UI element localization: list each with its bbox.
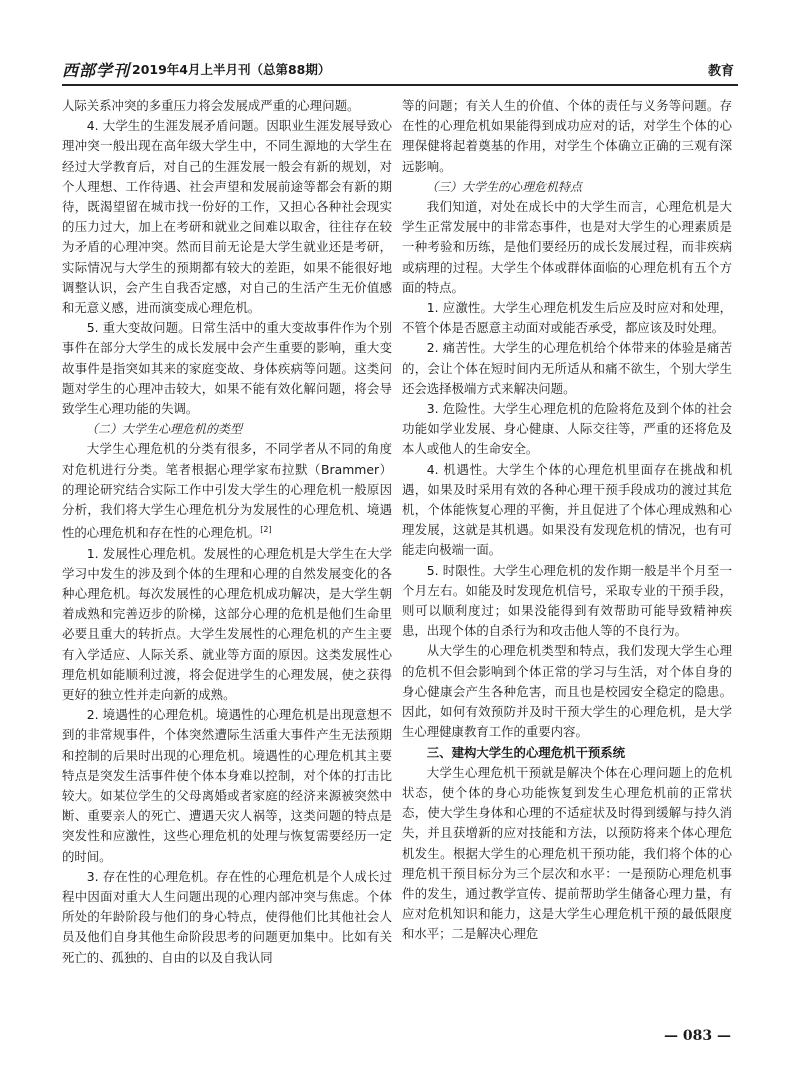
paragraph: 我们知道，对处在成长中的大学生而言，心理危机是大学生正常发展中的非常态事件，也是对大学生的心理素质是一种考验和历练，是他们要经历的成长发展过程，而非疾病或病理的过程。大学生个体或群体面临的心理危机有五个方面的特点。 xyxy=(402,199,732,295)
paragraph: 等的问题；有关人生的价值、个体的责任与义务等问题。存在性的心理危机如果能得到成功应对的话，对学生个体的心理保健将起着奠基的作用，对学生个体确立正确的三观有深远影响。 xyxy=(402,98,732,174)
paragraph: 2. 境遇性的心理危机。境遇性的心理危机是出现意想不到的非常规事件，个体突然遭际生活重大事件产生无法预期和控制的后果时出现的心理危机。境遇性的心理危机其主要特点是突发生活事件使个体本身难以控制，对个体的打击比较大。如某位学生的父母离婚或者家庭的经济来源被突然中断、重要亲人的死亡、遭遇天灾人祸等，这类问题的特点是突发性和应激性，这些心理危机的处理与恢复需要经历一定的时间。 xyxy=(62,707,392,864)
paragraph: 从大学生的心理危机类型和特点，我们发现大学生心理的危机不但会影响到个体正常的学习与生活，对个体自身的身心健康会产生各种危害，而且也是校园安全稳定的隐患。因此，如何有效预防并及时干预大学生的心理危机，是大学生心理健康教育工作的重要内容。 xyxy=(402,643,732,740)
paragraph xyxy=(62,439,392,543)
paragraph-text: 大学生心理危机的分类有很多，不同学者从不同的角度对危机进行分类。笔者根据心理学家布拉默（Brammer）的理论研究结合实际工作中引发大学生的心理危机一般原因分析，我们将大学生心理危机分为发展性的心理危机、境遇性的心理危机和存在性的心理危机。 xyxy=(62,441,392,541)
paragraph: 大学生心理危机干预就是解决个体在心理问题上的危机状态，使个体的身心功能恢复到发生心理危机前的正常状态，使大学生身体和心理的不适症状及时得到缓解与持久消失，并且获增新的应对技能和方法，以预防将来个体心理危机发生。根据大学生的心理危机干预功能，我们将个体的心理危机干预目标分为三个层次和水平：一是预防心理危机事件的发生，通过教学宣传、提前帮助学生储备心理力量，有应对危机知识和能力，这是大学生心理危机干预的最低限度和水平；二是解决心理危 xyxy=(402,764,732,942)
paragraph: 人际关系冲突的多重压力将会发展成严重的心理问题。 xyxy=(62,98,360,113)
paragraph: 5. 重大变故问题。日常生活中的重大变故事件作为个别事件在部分大学生的成长发展中会产生重要的影响，重大变故事件是指突如其来的家庭变故、身体疾病等问题。这类问题对学生的心理冲击较大，如果不能有效化解问题，将会导致学生心理功能的失调。 xyxy=(62,320,392,417)
paragraph: 3. 危险性。大学生心理危机的危险将危及到个体的社会功能如学业发展、身心健康、人际交往等，严重的还将危及本人或他人的生命安全。 xyxy=(402,401,732,457)
header-rule xyxy=(62,84,738,86)
paragraph: 4. 机遇性。大学生个体的心理危机里面存在挑战和机遇，如果及时采用有效的各种心理干预手段成功的渡过其危机，个体能恢复心理的平衡，并且促进了个体心理成熟和心理发展，这就是其机遇。如果没有发现危机的情况，也有可能走向极端一面。 xyxy=(402,461,732,558)
page-header xyxy=(62,54,738,84)
subheading-types: （二）大学生心理危机的类型 xyxy=(86,422,243,437)
journal-logo: 西部学刊 xyxy=(62,61,131,80)
paragraph: 2. 痛苦性。大学生的心理危机给个体带来的体验是痛苦的，会让个体在短时间内无所适从和痛不欲生，个别大学生还会选择极端方式来解决问题。 xyxy=(402,340,732,396)
section-label: 教育 xyxy=(707,64,734,79)
page-number: — 083 — xyxy=(664,1028,731,1044)
paragraph: 3. 存在性的心理危机。存在性的心理危机是个人成长过程中因面对重大人生问题出现的心理内部冲突与焦虑。个体所处的年龄阶段与他们的身心特点，使得他们比其他社会人员及他们自身其他生命阶段思考的问题更加集中。比如有关死亡的、孤独的、自由的以及自我认同 xyxy=(62,868,392,965)
paragraph: 4. 大学生的生涯发展矛盾问题。因职业生涯发展导致心理冲突一般出现在高年级大学生中，不同生源地的大学生在经过大学教育后，对自己的生涯发展一般会有新的规划，对个人理想、工作待遇、社会声望和发展前途等都会有新的期待，既渴望留在城市找一份好的工作，又担心各种社会现实的压力过大，加上在考研和就业之间难以取舍，往往存在较为矛盾的心理冲突。然而目前无论是大学生就业还是考研，实际情况与大学生的预期都有较大的差距，如果不能很好地调整认识，会产生自我否定感，对自己的生活产生无价值感和无意义感，进而演变成心理危机。 xyxy=(62,118,392,316)
subheading-features: （三）大学生的心理危机特点 xyxy=(426,179,583,194)
paragraph: 1. 发展性心理危机。发展性的心理危机是大学生在大学学习中发生的涉及到个体的生理和心理的自然发展变化的各种心理危机。每次发展性的心理危机成功解决，是大学生朝着成熟和完善迈步的阶梯，这部分心理的危机是他们生命里必要且重大的转折点。大学生发展性的心理危机的产生主要有入学适应、人际关系、就业等方面的原因。这类发展性心理危机如能顺利过渡，将会促进学生的心理发展，使之获得更好的独立性并走向新的成熟。 xyxy=(62,545,392,703)
section-heading: 三、建构大学生的心理危机干预系统 xyxy=(426,744,626,760)
issue-info: 2019年4月上半月刊（总第88期） xyxy=(132,62,331,77)
paragraph: 5. 时限性。大学生心理危机的发作期一般是半个月至一个月左右。如能及时发现危机信号，采取专业的干预手段，则可以顺利度过；如果没能得到有效帮助可能导致精神疾患，出现个体的自杀行为和攻击他人等的不良行为。 xyxy=(402,562,732,639)
paragraph: 1. 应激性。大学生心理危机发生后应及时应对和处理，不管个体是否愿意主动面对或能否承受，都应该及时处理。 xyxy=(402,300,732,336)
reference-marker: [2] xyxy=(260,525,272,535)
left-column xyxy=(62,96,392,968)
right-column xyxy=(402,96,732,945)
